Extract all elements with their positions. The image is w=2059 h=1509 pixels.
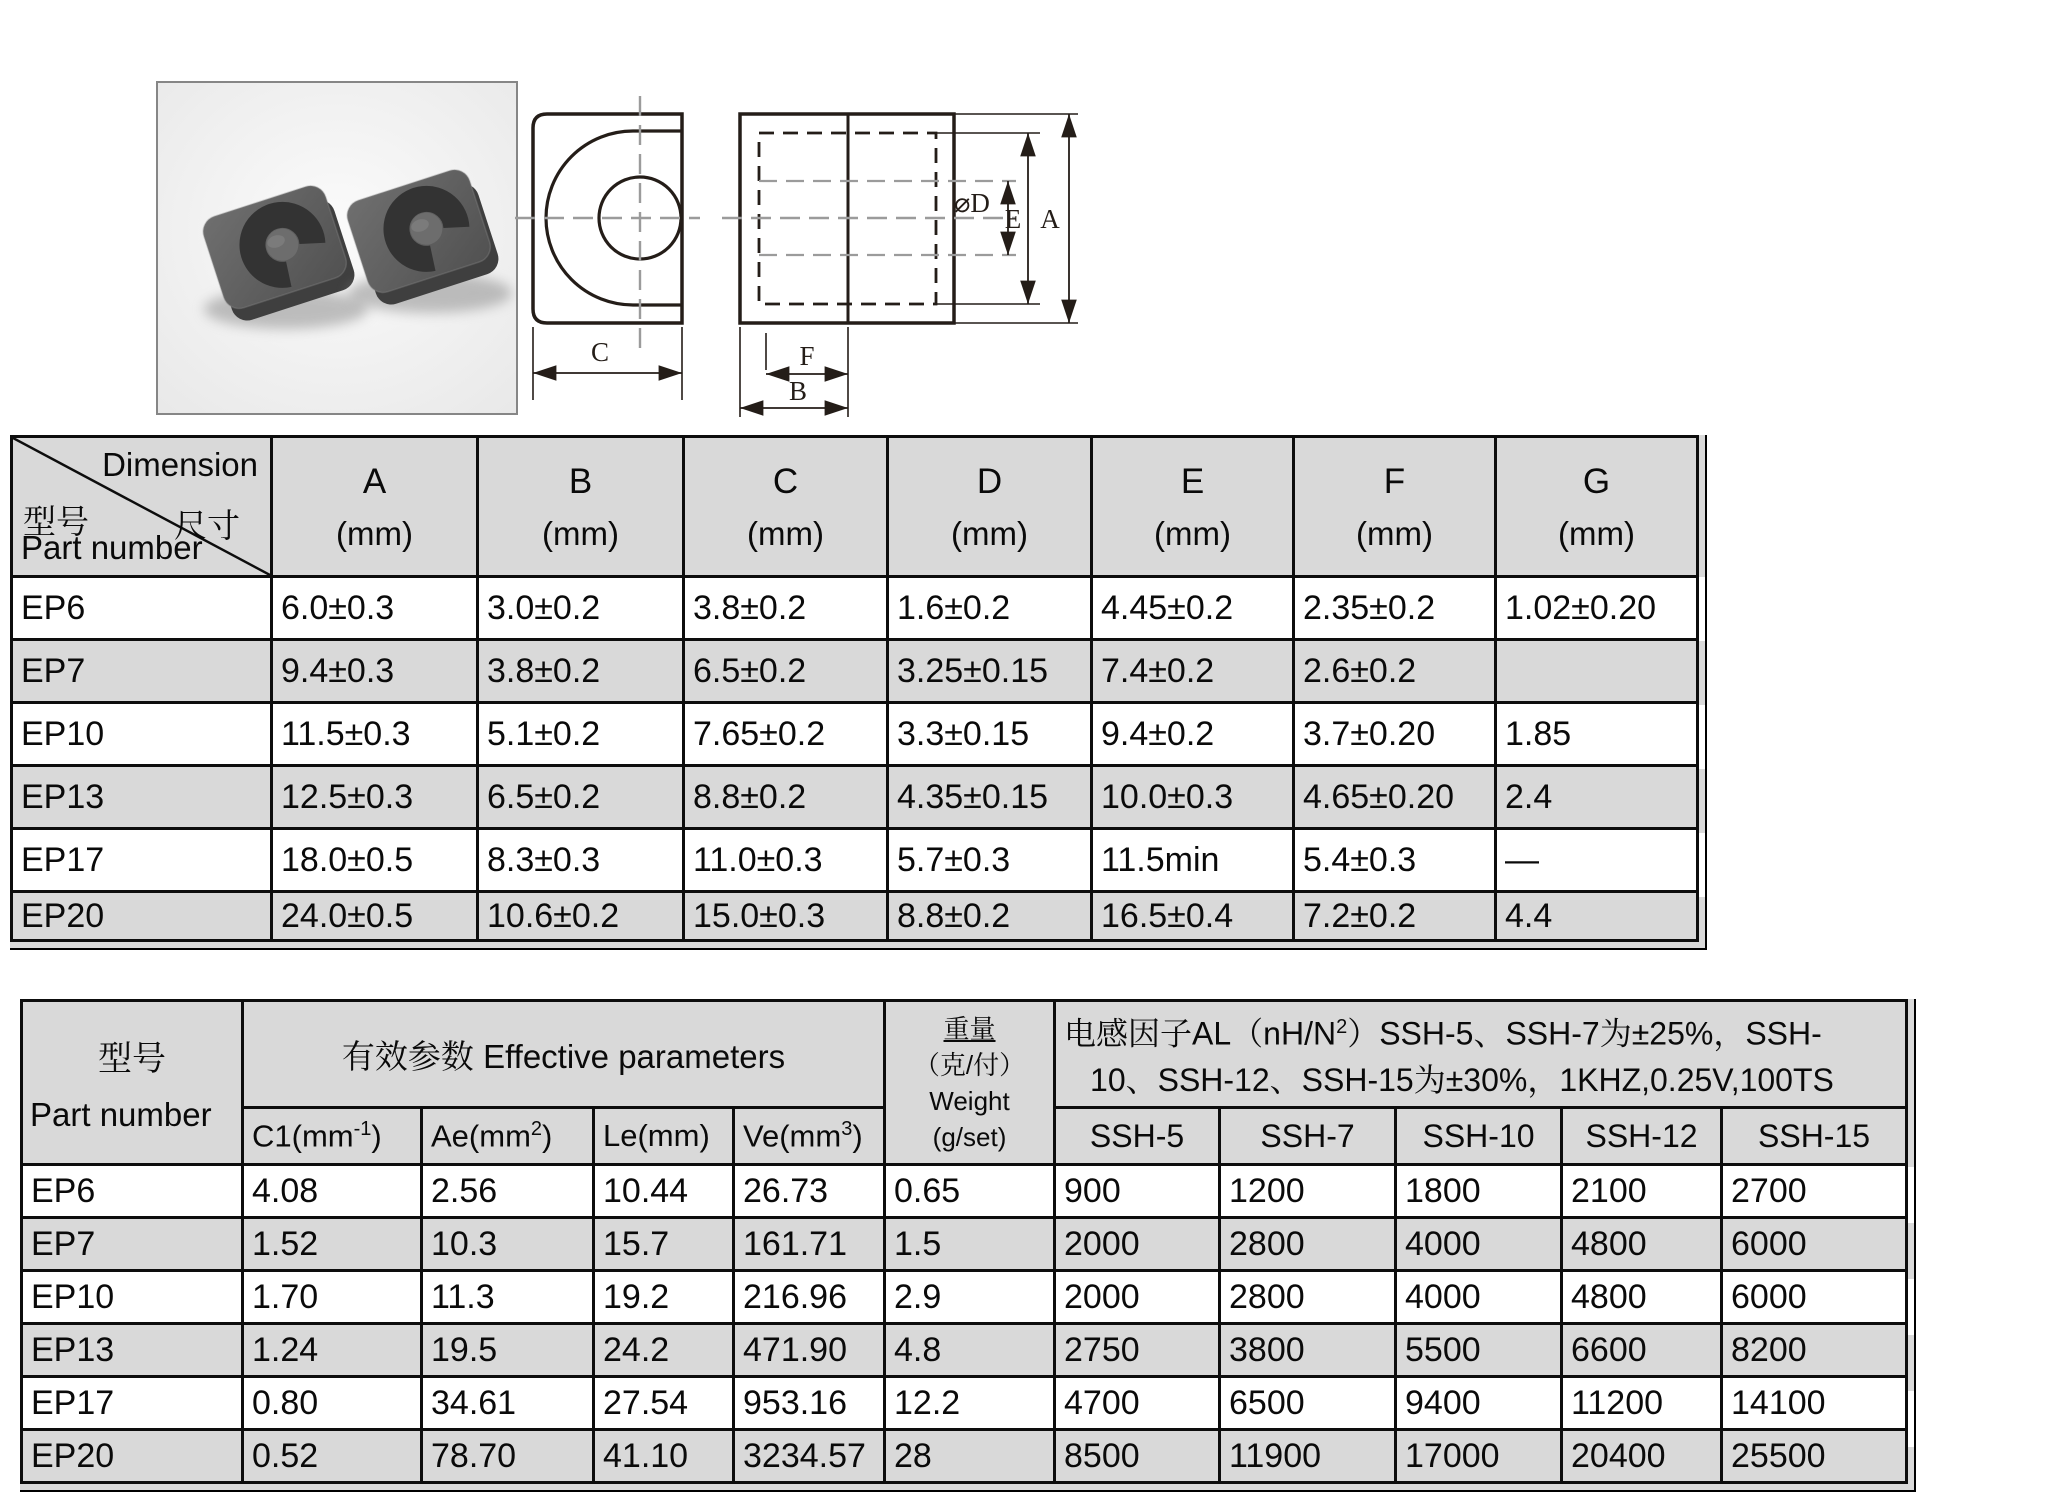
parameters-row-EP17 bbox=[22, 1377, 1907, 1430]
dimension-label-E: E bbox=[1004, 204, 1022, 234]
dimension-value-cell: 6.0±0.3 bbox=[272, 577, 478, 640]
ssh-column-header-SSH-7: SSH-7 bbox=[1220, 1108, 1396, 1165]
column-unit: (mm) bbox=[1356, 514, 1433, 552]
column-letter: A bbox=[362, 461, 387, 501]
dimension-value-cell: 8.3±0.3 bbox=[478, 829, 684, 892]
dimension-table-header-row bbox=[12, 437, 1698, 577]
dimension-label-C: C bbox=[590, 337, 610, 367]
dimension-value-cell: 4.45±0.2 bbox=[1092, 577, 1294, 640]
front-view bbox=[515, 96, 700, 400]
al-header-line1-rest: ）SSH-5、SSH-7为±25%，SSH- bbox=[1347, 1015, 1822, 1052]
parameter-value-cell: 25500 bbox=[1722, 1430, 1907, 1483]
superscript: -1 bbox=[353, 1117, 372, 1140]
dimension-value-cell: 8.8±0.2 bbox=[888, 892, 1092, 941]
weight-header-zh: 重量 bbox=[943, 1013, 996, 1044]
parameter-value-cell: 11200 bbox=[1562, 1377, 1722, 1430]
parameters-table-header-row bbox=[22, 1001, 1907, 1108]
dimension-value-cell: 16.5±0.4 bbox=[1092, 892, 1294, 941]
column-unit: (mm) bbox=[542, 514, 619, 552]
part-number-cell: EP17 bbox=[12, 829, 272, 892]
parameters-row-EP7 bbox=[22, 1218, 1907, 1271]
superscript: 3 bbox=[841, 1117, 853, 1140]
dimension-value-cell: 11.5min bbox=[1092, 829, 1294, 892]
dimension-value-cell: 9.4±0.2 bbox=[1092, 703, 1294, 766]
parameter-value-cell: 216.96 bbox=[734, 1271, 885, 1324]
column-letter: G bbox=[1582, 461, 1611, 501]
column-unit: (mm) bbox=[336, 514, 413, 552]
parameter-value-cell: 1.24 bbox=[243, 1324, 422, 1377]
dimension-value-cell: 2.6±0.2 bbox=[1294, 640, 1496, 703]
dimension-value-cell: 10.6±0.2 bbox=[478, 892, 684, 941]
dimension-value-cell: 11.0±0.3 bbox=[684, 829, 888, 892]
effective-parameter-column-header: $Ae(mm^2)$ bbox=[422, 1108, 594, 1165]
parameter-value-cell: 2800 bbox=[1220, 1271, 1396, 1324]
superscript: 2 bbox=[530, 1117, 543, 1140]
dimension-value-cell: — bbox=[1496, 829, 1698, 892]
part-number-cell: EP7 bbox=[12, 640, 272, 703]
parameter-value-cell: 6000 bbox=[1722, 1271, 1907, 1324]
parameter-value-cell: 4.08 bbox=[243, 1165, 422, 1218]
dimension-value-cell: 8.8±0.2 bbox=[684, 766, 888, 829]
effective-parameter-column-header: $C1(mm^{-1})$ bbox=[243, 1108, 422, 1165]
al-header-superscript: 2 bbox=[1336, 1015, 1348, 1038]
parameter-value-cell: 8500 bbox=[1055, 1430, 1220, 1483]
dimension-value-cell: 18.0±0.5 bbox=[272, 829, 478, 892]
parameter-value-cell: 3800 bbox=[1220, 1324, 1396, 1377]
part-number-header-zh: 型号 bbox=[98, 1040, 166, 1078]
dimension-value-cell: 7.4±0.2 bbox=[1092, 640, 1294, 703]
dimension-column-header-C bbox=[684, 437, 888, 577]
parameter-value-cell: 2.9 bbox=[885, 1271, 1055, 1324]
parameter-value-cell: 6600 bbox=[1562, 1324, 1722, 1377]
weight-header-en: Weight bbox=[929, 1085, 1010, 1116]
dimension-row-EP7 bbox=[12, 640, 1698, 703]
part-number-cell: EP20 bbox=[22, 1430, 243, 1483]
dimension-value-cell: 10.0±0.3 bbox=[1092, 766, 1294, 829]
dimension-value-cell: 2.4 bbox=[1496, 766, 1698, 829]
corner-label-model: 型号 bbox=[23, 503, 89, 540]
parameter-value-cell: 3234.57 bbox=[734, 1430, 885, 1483]
parameter-value-cell: 0.52 bbox=[243, 1430, 422, 1483]
dimension-value-cell: 1.85 bbox=[1496, 703, 1698, 766]
parameter-value-cell: 4000 bbox=[1396, 1218, 1562, 1271]
parameter-value-cell: 2100 bbox=[1562, 1165, 1722, 1218]
parameter-value-cell: 161.71 bbox=[734, 1218, 885, 1271]
parameter-value-cell: 19.2 bbox=[594, 1271, 734, 1324]
part-number-cell: EP17 bbox=[22, 1377, 243, 1430]
parameter-value-cell: 1.5 bbox=[885, 1218, 1055, 1271]
column-unit: (mm) bbox=[1558, 514, 1635, 552]
ssh-column-header-SSH-15: SSH-15 bbox=[1722, 1108, 1907, 1165]
dimension-value-cell: 24.0±0.5 bbox=[272, 892, 478, 941]
parameter-value-cell: 900 bbox=[1055, 1165, 1220, 1218]
al-factor-header bbox=[1055, 1001, 1907, 1108]
parameter-value-cell: 4800 bbox=[1562, 1271, 1722, 1324]
dimension-column-header-D bbox=[888, 437, 1092, 577]
dimension-row-EP20 bbox=[12, 892, 1698, 941]
dimension-value-cell bbox=[1496, 640, 1698, 703]
parameter-value-cell: 4800 bbox=[1562, 1218, 1722, 1271]
dimension-value-cell: 4.65±0.20 bbox=[1294, 766, 1496, 829]
parameter-value-cell: 6000 bbox=[1722, 1218, 1907, 1271]
parameter-value-cell: 2000 bbox=[1055, 1218, 1220, 1271]
dimension-column-header-G bbox=[1496, 437, 1698, 577]
dimension-value-cell: 3.0±0.2 bbox=[478, 577, 684, 640]
part-number-cell: EP13 bbox=[12, 766, 272, 829]
dimension-column-header-F bbox=[1294, 437, 1496, 577]
parameter-value-cell: 27.54 bbox=[594, 1377, 734, 1430]
dimension-value-cell: 5.1±0.2 bbox=[478, 703, 684, 766]
dimension-row-EP17 bbox=[12, 829, 1698, 892]
parameter-value-cell: 8200 bbox=[1722, 1324, 1907, 1377]
dimension-value-cell: 12.5±0.3 bbox=[272, 766, 478, 829]
dimension-label-F: F bbox=[799, 341, 815, 371]
parameter-value-cell: 2000 bbox=[1055, 1271, 1220, 1324]
parameter-value-cell: 2750 bbox=[1055, 1324, 1220, 1377]
corner-label-dimension: Dimension bbox=[102, 446, 258, 483]
parameter-value-cell: 0.65 bbox=[885, 1165, 1055, 1218]
parameter-value-cell: 11.3 bbox=[422, 1271, 594, 1324]
parameters-row-EP20 bbox=[22, 1430, 1907, 1483]
ssh-column-header-SSH-12: SSH-12 bbox=[1562, 1108, 1722, 1165]
parameter-value-cell: 28 bbox=[885, 1430, 1055, 1483]
parameter-value-cell: 10.3 bbox=[422, 1218, 594, 1271]
part-number-cell: EP13 bbox=[22, 1324, 243, 1377]
weight-header-unit: (g/set) bbox=[932, 1121, 1007, 1152]
parameter-value-cell: 10.44 bbox=[594, 1165, 734, 1218]
parameter-value-cell: 6500 bbox=[1220, 1377, 1396, 1430]
effective-parameters-header: 有效参数 Effective parameters bbox=[243, 1001, 885, 1108]
parameter-value-cell: 14100 bbox=[1722, 1377, 1907, 1430]
parameter-value-cell: 34.61 bbox=[422, 1377, 594, 1430]
column-letter: B bbox=[568, 461, 593, 501]
dimension-column-header-B bbox=[478, 437, 684, 577]
dimension-value-cell: 7.2±0.2 bbox=[1294, 892, 1496, 941]
parameter-value-cell: 2700 bbox=[1722, 1165, 1907, 1218]
ssh-column-header-SSH-5: SSH-5 bbox=[1055, 1108, 1220, 1165]
dimension-value-cell: 5.7±0.3 bbox=[888, 829, 1092, 892]
dimension-value-cell: 3.7±0.20 bbox=[1294, 703, 1496, 766]
weight-header-zh-unit: （克/付） bbox=[913, 1049, 1026, 1080]
parameters-row-EP6 bbox=[22, 1165, 1907, 1218]
dimension-column-header-E bbox=[1092, 437, 1294, 577]
parameter-value-cell: 5500 bbox=[1396, 1324, 1562, 1377]
parameters-row-EP10 bbox=[22, 1271, 1907, 1324]
hidden-outline bbox=[759, 133, 936, 304]
al-header-line2: 10、SSH-12、SSH-15为±30%，1KHZ,0.25V,100TS bbox=[1090, 1062, 1834, 1099]
part-number-header-en: Part number bbox=[30, 1096, 212, 1133]
parameter-value-cell: 78.70 bbox=[422, 1430, 594, 1483]
parameters-table bbox=[20, 999, 1916, 1492]
parameter-value-cell: 1.70 bbox=[243, 1271, 422, 1324]
dimension-column-header-A bbox=[272, 437, 478, 577]
dimension-table bbox=[10, 435, 1707, 950]
dimension-value-cell: 1.02±0.20 bbox=[1496, 577, 1698, 640]
parameter-value-cell: 2800 bbox=[1220, 1218, 1396, 1271]
al-header-line1: 电感因子AL（nH/N bbox=[1064, 1015, 1337, 1052]
dimension-value-cell: 2.35±0.2 bbox=[1294, 577, 1496, 640]
parameter-value-cell: 41.10 bbox=[594, 1430, 734, 1483]
dimension-label-A: A bbox=[1040, 204, 1060, 234]
dimension-value-cell: 1.6±0.2 bbox=[888, 577, 1092, 640]
dimension-table-body bbox=[12, 577, 1698, 941]
column-unit: (mm) bbox=[747, 514, 824, 552]
ssh-column-header-SSH-10: SSH-10 bbox=[1396, 1108, 1562, 1165]
product-photo bbox=[156, 81, 518, 415]
parameter-value-cell: 1800 bbox=[1396, 1165, 1562, 1218]
dimension-value-cell: 3.3±0.15 bbox=[888, 703, 1092, 766]
dimension-value-cell: 4.35±0.15 bbox=[888, 766, 1092, 829]
dimension-row-EP13 bbox=[12, 766, 1698, 829]
part-number-cell: EP20 bbox=[12, 892, 272, 941]
parameter-value-cell: 17000 bbox=[1396, 1430, 1562, 1483]
parameters-table-body bbox=[22, 1165, 1907, 1483]
column-letter: E bbox=[1180, 461, 1205, 501]
column-letter: C bbox=[772, 461, 799, 501]
part-number-cell: EP10 bbox=[12, 703, 272, 766]
dimension-value-cell: 3.25±0.15 bbox=[888, 640, 1092, 703]
parameter-value-cell: 12.2 bbox=[885, 1377, 1055, 1430]
column-letter: F bbox=[1383, 461, 1406, 501]
corner-label-part-number: Part number bbox=[21, 529, 203, 566]
part-number-cell: EP7 bbox=[22, 1218, 243, 1271]
parameter-value-cell: 19.5 bbox=[422, 1324, 594, 1377]
corner-label-size: 尺寸 bbox=[174, 507, 240, 544]
parameter-value-cell: 20400 bbox=[1562, 1430, 1722, 1483]
parameters-row-EP13 bbox=[22, 1324, 1907, 1377]
dimension-row-EP6 bbox=[12, 577, 1698, 640]
dimension-value-cell: 15.0±0.3 bbox=[684, 892, 888, 941]
parameter-value-cell: 1200 bbox=[1220, 1165, 1396, 1218]
parameter-value-cell: 4700 bbox=[1055, 1377, 1220, 1430]
parameter-value-cell: 0.80 bbox=[243, 1377, 422, 1430]
dimension-value-cell: 7.65±0.2 bbox=[684, 703, 888, 766]
parameter-value-cell: 4.8 bbox=[885, 1324, 1055, 1377]
effective-parameter-column-header: Le(mm) bbox=[594, 1108, 734, 1165]
parameter-value-cell: 2.56 bbox=[422, 1165, 594, 1218]
ferrite-cores-image bbox=[158, 83, 516, 413]
dimension-value-cell: 3.8±0.2 bbox=[684, 577, 888, 640]
dimension-value-cell: 5.4±0.3 bbox=[1294, 829, 1496, 892]
dimension-value-cell: 3.8±0.2 bbox=[478, 640, 684, 703]
parameter-value-cell: 11900 bbox=[1220, 1430, 1396, 1483]
column-letter: D bbox=[976, 461, 1003, 501]
dimension-row-EP10 bbox=[12, 703, 1698, 766]
weight-header bbox=[885, 1001, 1055, 1165]
dimension-value-cell: 4.4 bbox=[1496, 892, 1698, 941]
corner-header-cell bbox=[12, 437, 272, 577]
side-view bbox=[722, 114, 1078, 417]
parameter-value-cell: 9400 bbox=[1396, 1377, 1562, 1430]
dimension-value-cell: 9.4±0.3 bbox=[272, 640, 478, 703]
part-number-cell: EP6 bbox=[22, 1165, 243, 1218]
dimension-value-cell: 6.5±0.2 bbox=[478, 766, 684, 829]
parameter-value-cell: 15.7 bbox=[594, 1218, 734, 1271]
parameter-value-cell: 471.90 bbox=[734, 1324, 885, 1377]
parameter-value-cell: 953.16 bbox=[734, 1377, 885, 1430]
dimension-label-D: ⌀D bbox=[954, 188, 990, 218]
parameter-value-cell: 26.73 bbox=[734, 1165, 885, 1218]
parameter-value-cell: 24.2 bbox=[594, 1324, 734, 1377]
dimension-label-B: B bbox=[788, 376, 808, 406]
column-unit: (mm) bbox=[1154, 514, 1231, 552]
part-number-cell: EP10 bbox=[22, 1271, 243, 1324]
effective-parameter-column-header: $Ve(mm^3)$ bbox=[734, 1108, 885, 1165]
dimension-value-cell: 11.5±0.3 bbox=[272, 703, 478, 766]
column-unit: (mm) bbox=[951, 514, 1028, 552]
part-number-cell: EP6 bbox=[12, 577, 272, 640]
dimension-value-cell: 6.5±0.2 bbox=[684, 640, 888, 703]
parameter-value-cell: 4000 bbox=[1396, 1271, 1562, 1324]
parameter-value-cell: 1.52 bbox=[243, 1218, 422, 1271]
part-number-header bbox=[22, 1001, 243, 1165]
